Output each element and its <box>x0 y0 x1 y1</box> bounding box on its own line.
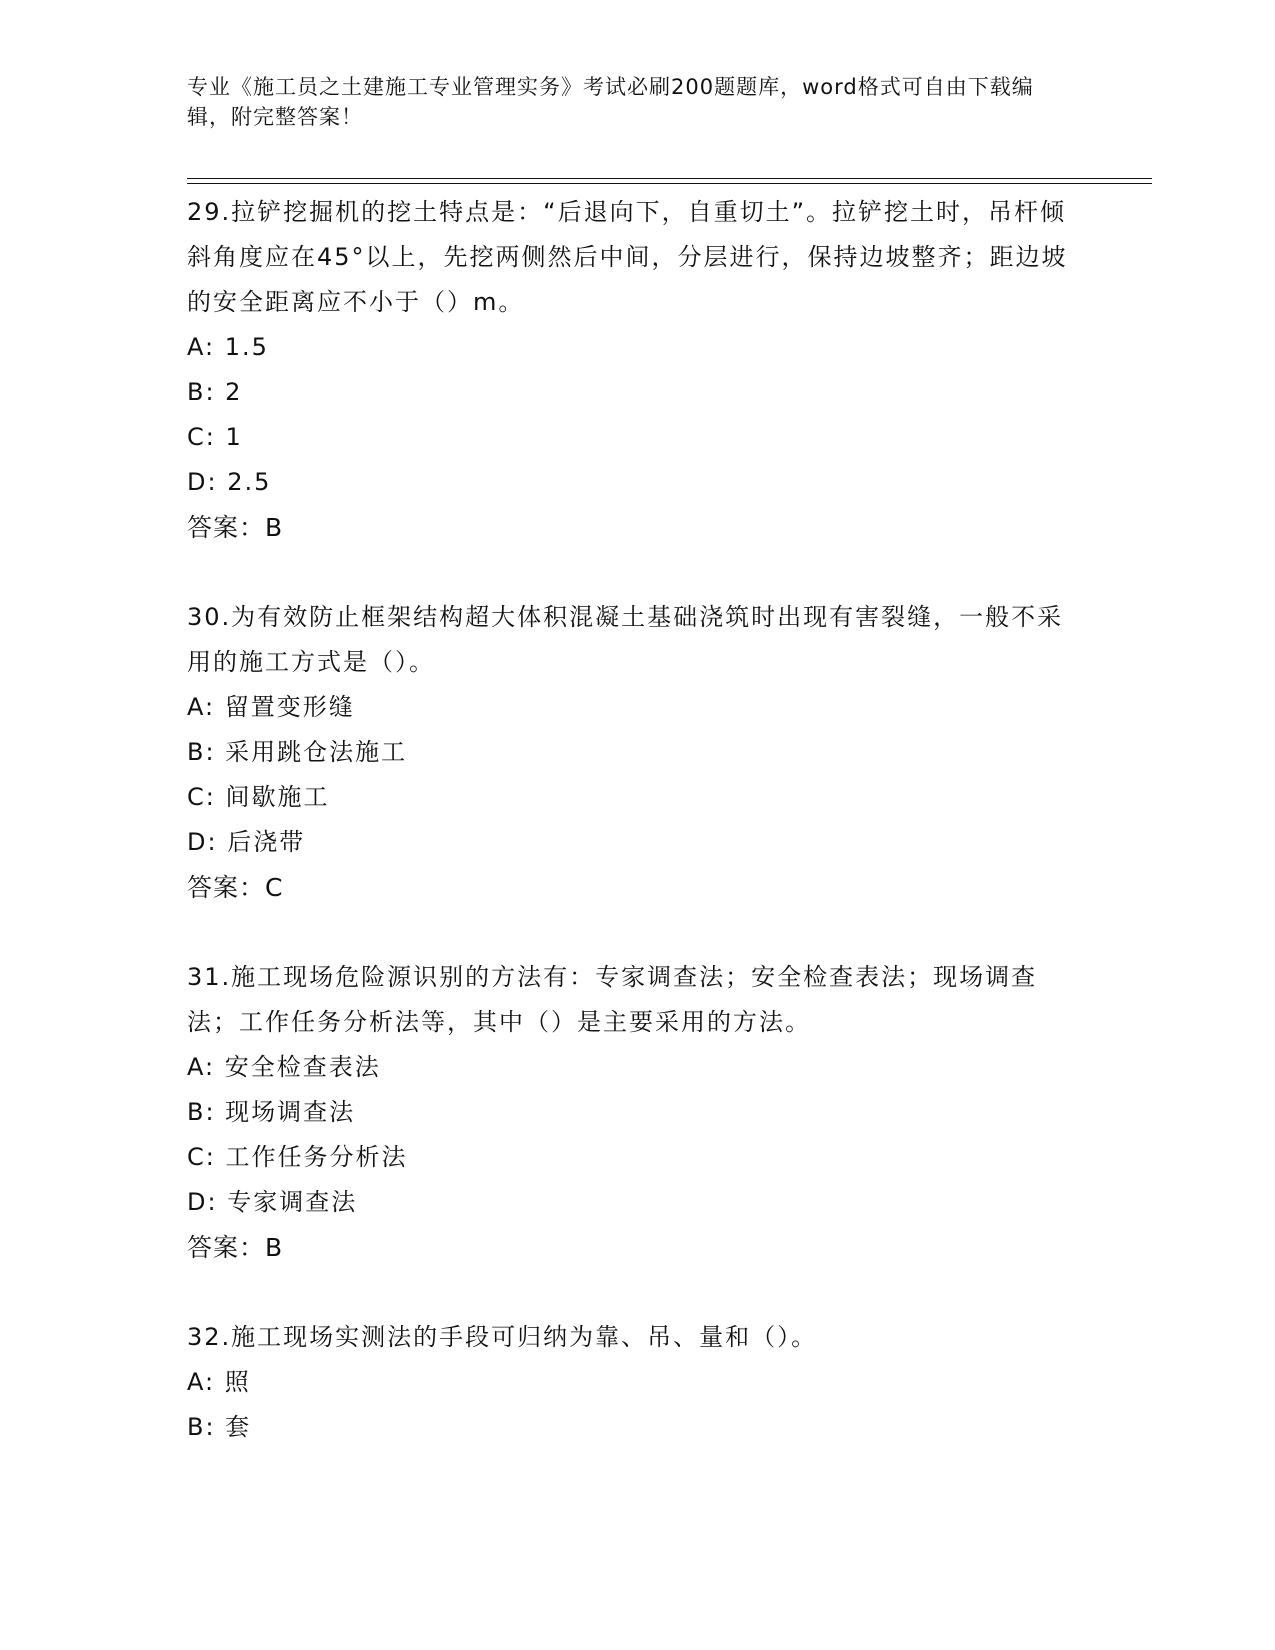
option-a: A: 留置变形缝 <box>187 693 355 721</box>
question-list <box>187 190 1087 1495</box>
question-stem: 29.拉铲挖掘机的挖土特点是：“后退向下，自重切土”。拉铲挖土时，吊杆倾斜角度应在45°以上，先挖两侧然后中间，分层进行，保持边坡整齐；距边坡的安全距离应不小于（）m。 <box>187 198 1068 316</box>
question-stem: 32.施工现场实测法的手段可归纳为靠、吊、量和（）。 <box>187 1323 818 1351</box>
option-a: A: 照 <box>187 1368 251 1396</box>
option-a: A: 1.5 <box>187 333 269 361</box>
option-c: C: 工作任务分析法 <box>187 1143 408 1171</box>
document-header: 专业《施工员之土建施工专业管理实务》考试必刷200题题库，word格式可自由下载编辑，附完整答案！ <box>187 75 1034 129</box>
option-c: C: 间歇施工 <box>187 783 330 811</box>
question-30 <box>187 595 1087 910</box>
option-d: D: 专家调查法 <box>187 1188 358 1216</box>
question-stem: 31.施工现场危险源识别的方法有：专家调查法；安全检查表法；现场调查法；工作任务分析法等，其中（）是主要采用的方法。 <box>187 963 1038 1036</box>
option-c: C: 1 <box>187 423 243 451</box>
option-b: B: 套 <box>187 1413 252 1441</box>
question-stem: 30.为有效防止框架结构超大体积混凝土基础浇筑时出现有害裂缝，一般不采用的施工方式是（）。 <box>187 603 1064 676</box>
option-b: B: 2 <box>187 378 243 406</box>
option-b: B: 采用跳仓法施工 <box>187 738 408 766</box>
question-32 <box>187 1315 1087 1450</box>
option-b: B: 现场调查法 <box>187 1098 356 1126</box>
question-29 <box>187 190 1087 550</box>
question-31 <box>187 955 1087 1270</box>
option-d: D: 2.5 <box>187 468 272 496</box>
option-d: D: 后浇带 <box>187 828 306 856</box>
answer-line: 答案：C <box>187 873 284 902</box>
header-rule-top <box>187 178 1152 179</box>
option-a: A: 安全检查表法 <box>187 1053 381 1081</box>
answer-line: 答案：B <box>187 513 284 542</box>
answer-line: 答案：B <box>187 1233 284 1262</box>
header-rule-bottom <box>187 183 1152 184</box>
